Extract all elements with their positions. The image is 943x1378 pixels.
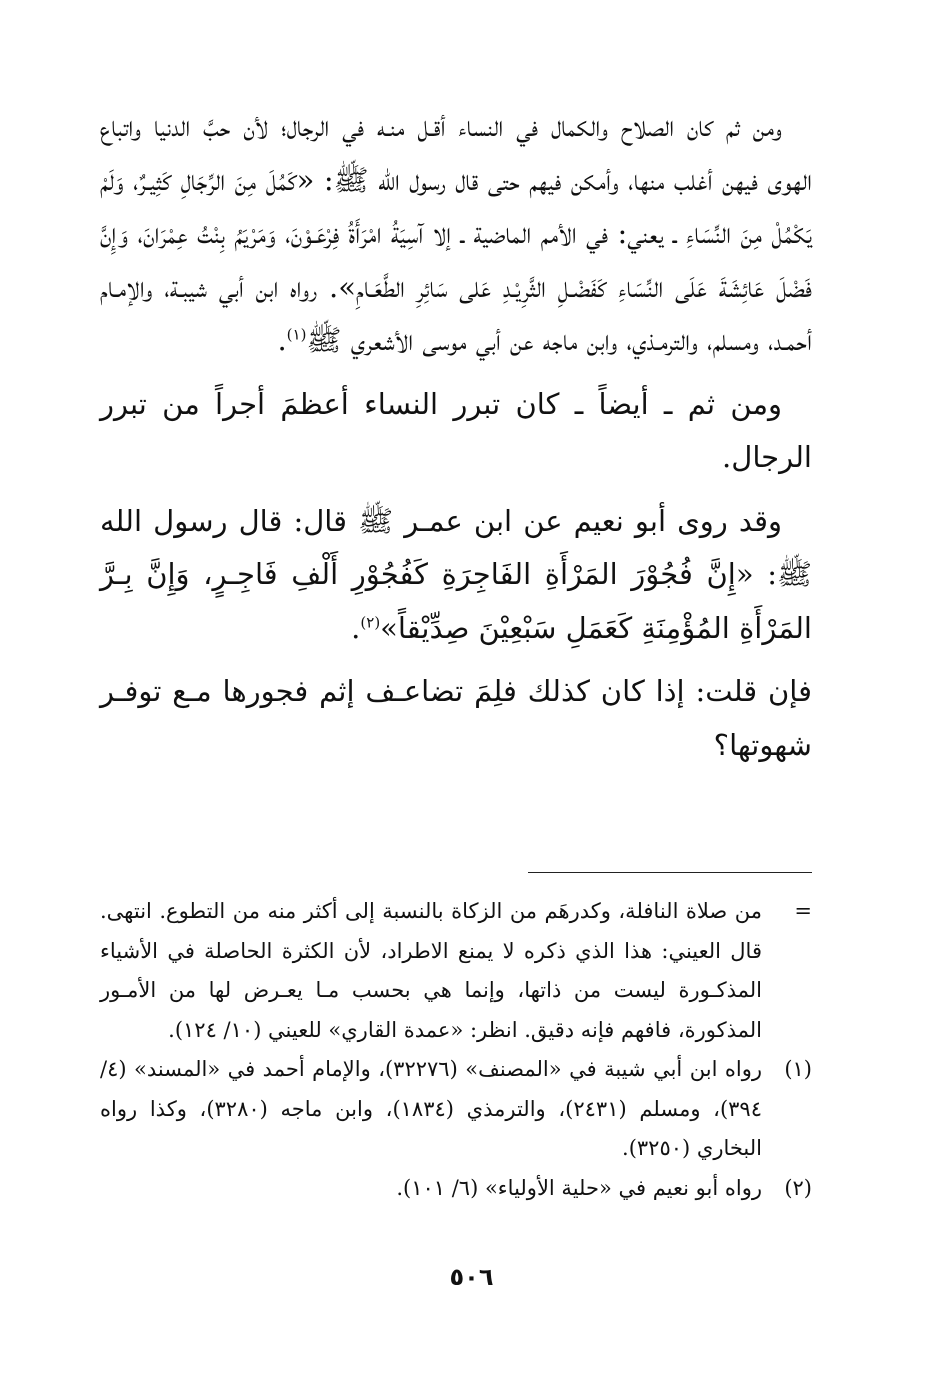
footnote-mark: (٢) — [784, 1175, 812, 1200]
footnote-text: رواه أبو نعيم في «حلية الأولياء» (٦/ ١٠١). — [396, 1175, 762, 1200]
paragraph: فإن قلت: إذا كان كذلك فلِمَ تضاعـف إثم فجورها مـع توفـر شهوتها؟ — [100, 674, 812, 762]
page-body — [100, 100, 812, 772]
footnote — [100, 892, 812, 1050]
footnotes — [100, 892, 812, 1208]
paragraph: وقد روى أبو نعيم عن ابن عمـر ﷺ قال: قال رسول الله ﷺ: «إِنَّ فُجُوْرَ المَرْأَةِ الفَاجِرَةِ كَفُجُوْرِ أَلْفِ فَاجِـرٍ، وَإِنَّ بِـرَّ المَرْأَةِ المُؤْمِنَةِ كَعَمَلِ سَبْعِيْنَ صِدِّيْقاً»$^{(٢)}$. — [100, 503, 812, 645]
footnote-ref: (٢) — [360, 612, 381, 631]
footnote — [100, 1169, 812, 1209]
paragraph: ومن ثم ـ أيضاً ـ كان تبرر النساء أعظمَ أجراً من تبرر الرجال. — [100, 386, 812, 474]
footnote-mark: = — [794, 899, 812, 923]
page-number: ٥٠٦ — [449, 1263, 494, 1291]
footnote-mark: (١) — [784, 1057, 812, 1081]
footnote — [100, 1050, 812, 1169]
paragraph: ومن ثم كان الصلاح والكمال في النساء أقـل منـه في الرجال؛ لأن حبَّ الدنيا واتباع الهوى فيهن أغلب منها، وأمكن فيهم حتى قال رسول الله ﷺ: «كَمُلَ مِنَ الرِّجَالِ كَثِيـرٌ، وَلَمْ يَكْمُلْ مِنَ النِّسَاءِ ـ يعني: في الأمم الماضية ـ إلا آسِيَةُ امْرَأَةُ فِرْعَـوْنَ، وَمَرْيَمُ بِنْتُ عِمْرَانَ، وَإِنَّ فَضْلَ عَائِشَةَ عَلَى النِّسَاءِ كَفَضْـلِ الثَّرِيْـدِ عَلى سَائِرِ الطَّعَـامِ». رواه ابن أبي شيبـة، والإمـام أحمـد، ومسلم، والترمـذي، وابن ماجه عن أبي موسى الأشعري ﷺ$^{(١)}$. — [100, 109, 812, 357]
footnote-text: من صلاة النافلة، وكدرهَم من الزكاة بالنسبة إلى أكثر منه من التطوع. انتهى. قال العيني: هذا الذي ذكره لا يمنع الاطراد، لأن الكثرة الحاصلة في الأشياء المذكـورة ليست من ذاتها، وإنما هي بحسب مـا يعـرض لها من الأمـور المذكورة، فافهم فإنه دقيق. انظر: «عمدة القاري» للعيني (١٠/ ١٢٤). — [100, 899, 762, 1042]
footnote-text: رواه ابن أبي شيبة في «المصنف» (٣٢٢٧٦)، والإمام أحمد في «المسند» (٤/ ٣٩٤)، ومسلم (٢٤٣١)، والترمذي (١٨٣٤)، وابن ماجه (٣٢٨٠)، وكذا رواه البخاري (٣٢٥٠). — [100, 1057, 762, 1160]
footnote-divider — [528, 872, 812, 873]
main-text — [100, 100, 812, 772]
footnote-ref: (١) — [286, 325, 307, 344]
